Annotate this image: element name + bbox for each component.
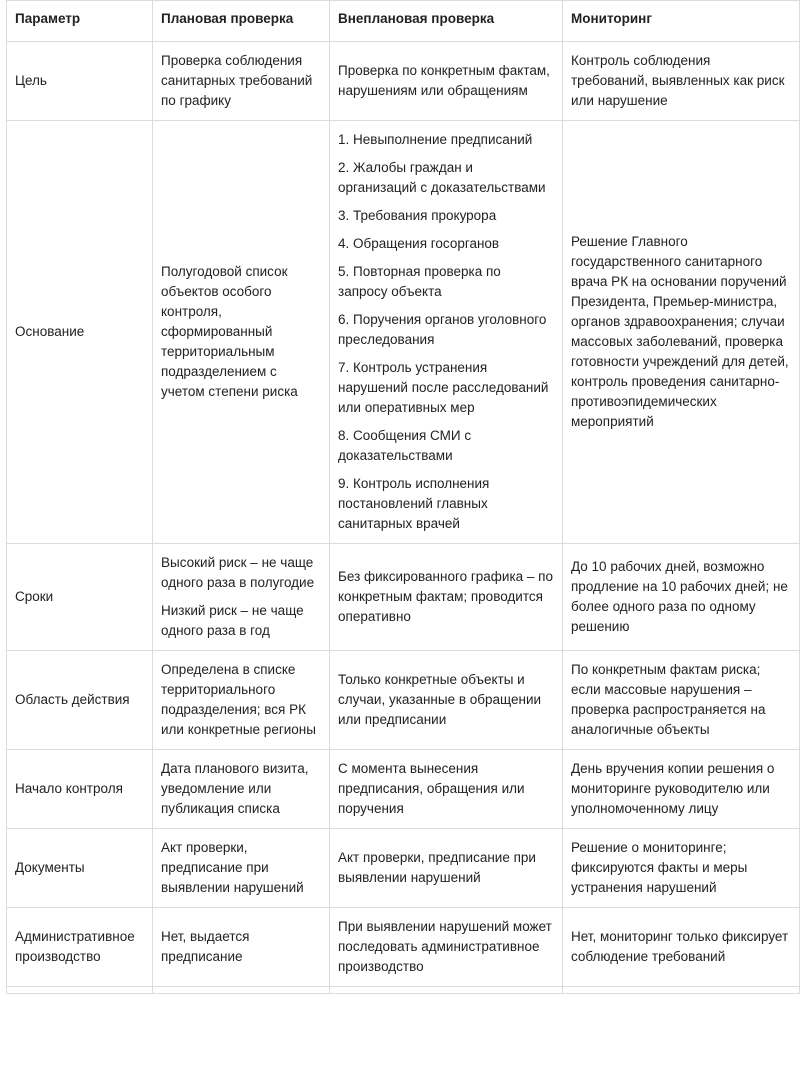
cell-paragraph: Только конкретные объекты и случаи, указанные в обращении или предписании <box>338 672 542 727</box>
cell-paragraph: 4. Обращения госорганов <box>338 236 500 251</box>
cell-param: Цель <box>7 42 153 121</box>
cell-paragraph: 2. Жалобы граждан и организаций с доказательствами <box>338 160 546 195</box>
cell-unplanned <box>330 651 563 750</box>
cell-unplanned <box>330 544 563 651</box>
cell-unplanned <box>330 42 563 121</box>
cell-unplanned <box>330 750 563 829</box>
cell-paragraph: 7. Контроль устранения нарушений после расследований или оперативных мер <box>338 360 549 415</box>
cell-paragraph: По конкретным фактам риска; если массовые нарушения – проверка распространяется на аналогичные объекты <box>571 662 766 737</box>
cell-paragraph: День вручения копии решения о мониторинге руководителю или уполномоченному лицу <box>571 761 775 816</box>
cell-param: Документы <box>7 829 153 908</box>
cell-paragraph: 8. Сообщения СМИ с доказательствами <box>338 428 472 463</box>
table-row <box>7 829 800 908</box>
cell-paragraph: Акт проверки, предписание при выявлении нарушений <box>161 840 304 895</box>
table-body <box>7 42 800 994</box>
cell-paragraph: С момента вынесения предписания, обращения или поручения <box>338 761 525 816</box>
cell-paragraph: Акт проверки, предписание при выявлении нарушений <box>338 850 536 885</box>
cell-planned <box>153 750 330 829</box>
cell-paragraph: Нет, выдается предписание <box>161 929 250 964</box>
cell-monitoring <box>563 42 800 121</box>
cell-param: Административное производство <box>7 908 153 987</box>
cell-param: Начало контроля <box>7 750 153 829</box>
table-row <box>7 121 800 544</box>
table-header <box>7 1 800 42</box>
cell-paragraph: Низкий риск – не чаще одного раза в год <box>161 603 304 638</box>
header-planned: Плановая проверка <box>153 1 330 42</box>
cell-paragraph: Определена в списке территориального подразделения; вся РК или конкретные регионы <box>161 662 316 737</box>
cell-paragraph: 6. Поручения органов уголовного преследования <box>338 312 547 347</box>
cell-planned <box>153 121 330 544</box>
cell-empty <box>7 987 153 994</box>
table-row <box>7 750 800 829</box>
cell-monitoring <box>563 750 800 829</box>
table-row <box>7 908 800 987</box>
cell-monitoring <box>563 121 800 544</box>
header-row <box>7 1 800 42</box>
cell-planned <box>153 42 330 121</box>
cell-unplanned <box>330 908 563 987</box>
cell-paragraph: Решение Главного государственного санитарного врача РК на основании поручений Президента, Премьер-министра, органов здравоохранения; случаи массовых заболеваний, проверка готовности учреждений для детей, контроль проведения санитарно-противоэпидемических мероприятий <box>571 234 789 429</box>
cell-empty <box>153 987 330 994</box>
header-unplanned: Внеплановая проверка <box>330 1 563 42</box>
cell-unplanned <box>330 121 563 544</box>
cell-planned <box>153 544 330 651</box>
cell-empty <box>330 987 563 994</box>
cell-paragraph: 3. Требования прокурора <box>338 208 497 223</box>
cell-unplanned <box>330 829 563 908</box>
cell-paragraph: 9. Контроль исполнения постановлений главных санитарных врачей <box>338 476 490 531</box>
cell-empty <box>563 987 800 994</box>
cell-monitoring <box>563 908 800 987</box>
cell-paragraph: Дата планового визита, уведомление или публикация списка <box>161 761 309 816</box>
cell-monitoring <box>563 544 800 651</box>
table-row <box>7 544 800 651</box>
cell-paragraph: Нет, мониторинг только фиксирует соблюдение требований <box>571 929 789 964</box>
cell-param: Сроки <box>7 544 153 651</box>
cell-paragraph: До 10 рабочих дней, возможно продление на 10 рабочих дней; не более одного раза по одному решению <box>571 559 788 634</box>
header-parameter: Параметр <box>7 1 153 42</box>
cell-planned <box>153 908 330 987</box>
cell-paragraph: 1. Невыполнение предписаний <box>338 132 533 147</box>
table-row-partial <box>7 987 800 994</box>
cell-paragraph: Без фиксированного графика – по конкретным фактам; проводится оперативно <box>338 569 553 624</box>
cell-param: Основание <box>7 121 153 544</box>
cell-planned <box>153 829 330 908</box>
cell-paragraph: Контроль соблюдения требований, выявленных как риск или нарушение <box>571 53 785 108</box>
cell-paragraph: Высокий риск – не чаще одного раза в полугодие <box>161 555 315 590</box>
cell-param: Область действия <box>7 651 153 750</box>
cell-paragraph: Решение о мониторинге; фиксируются факты и меры устранения нарушений <box>571 840 748 895</box>
cell-monitoring <box>563 829 800 908</box>
comparison-table <box>6 0 800 994</box>
header-monitoring: Мониторинг <box>563 1 800 42</box>
table-row <box>7 651 800 750</box>
cell-paragraph: Проверка соблюдения санитарных требований по графику <box>161 53 313 108</box>
cell-monitoring <box>563 651 800 750</box>
cell-planned <box>153 651 330 750</box>
cell-paragraph: Проверка по конкретным фактам, нарушениям или обращениям <box>338 63 550 98</box>
table-row <box>7 42 800 121</box>
cell-paragraph: 5. Повторная проверка по запросу объекта <box>338 264 501 299</box>
cell-paragraph: Полугодовой список объектов особого контроля, сформированный территориальным подразделением с учетом степени риска <box>161 264 298 399</box>
cell-paragraph: При выявлении нарушений может последовать административное производство <box>338 919 552 974</box>
